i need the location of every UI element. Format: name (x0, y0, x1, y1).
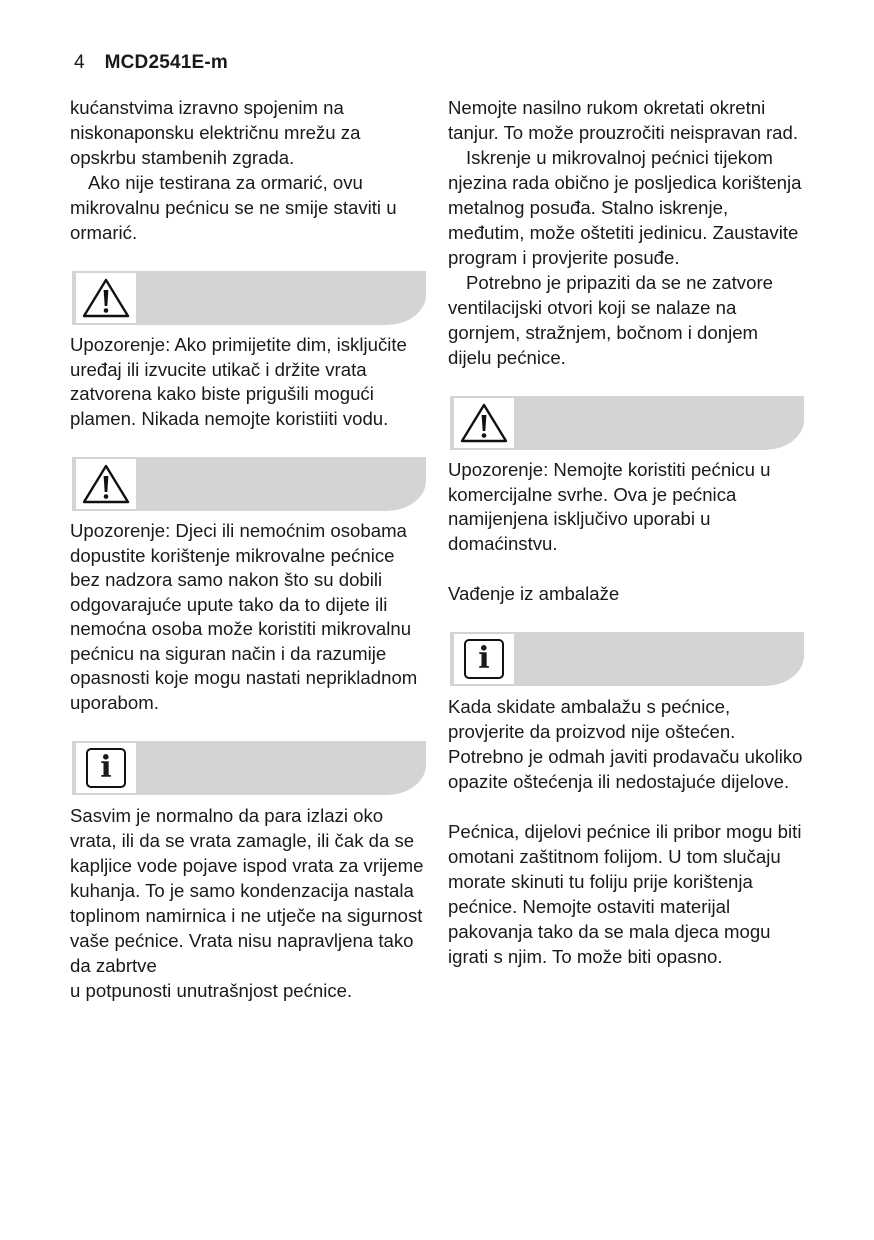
warning-icon-box (76, 459, 136, 509)
info-text: Kada skidate ambalažu s pećnice, provjerite da proizvod nije oštećen. Potrebno je odmah javiti prodavaču ukoliko opazite oštećenja ili nedostajuće dijelove. (448, 696, 803, 792)
paragraph: Nemojte nasilno rukom okretati okretni tanjur. To može prouzročiti neispravan rad. (448, 97, 799, 143)
paragraph: Pećnica, dijelovi pećnice ili pribor mogu biti omotani zaštitnom folijom. U tom slučaju morate skinuti tu foliju prije korištenja pećnice. Nemojte ostaviti materijal pakovanja tako da se mala djeca mogu igrati s njim. To može biti opasno. (448, 821, 802, 967)
warning-text: Upozorenje: Nemojte koristiti pećnicu u komercijalne svrhe. Ova je pećnica namijenjena isključivo uporabi u domaćinstvu. (448, 459, 771, 554)
page-header (74, 52, 228, 74)
left-column (70, 95, 426, 1003)
warning-banner (72, 457, 426, 511)
warning-triangle-icon (81, 463, 131, 505)
warning-text: Upozorenje: Ako primijetite dim, isključite uređaj ili izvucite utikač i držite vrata zatvorena kako biste prigušili mogući plamen. Nikada nemojte koristiiti vodu. (70, 334, 407, 429)
info-banner (450, 632, 804, 686)
warning-icon-box (76, 273, 136, 323)
warning-icon-box (454, 398, 514, 448)
warning-banner (450, 396, 804, 450)
warning-triangle-icon (81, 277, 131, 319)
info-banner (72, 741, 426, 795)
section-heading: Vađenje iz ambalaže (448, 583, 620, 604)
info-icon-box (76, 743, 136, 793)
info-icon: i (86, 748, 126, 788)
model-name: MCD2541E-m (104, 52, 229, 73)
info-icon: i (464, 639, 504, 679)
paragraph: Potrebno je pripaziti da se ne zatvore ventilacijski otvori koji se nalaze na gornjem, stražnjem, bočnom i donjem dijelu pećnice. (448, 272, 773, 368)
warning-text: Upozorenje: Djeci ili nemoćnim osobama dopustite korištenje mikrovalne pećnice bez nadzora samo nakon što su dobili odgovarajuće upute tako da to dijete ili nemoćna osoba može koristiti mikrovalnu pećnicu na siguran način i da razumije opasnosti koje mogu nastati neprikladnom uporabom. (70, 520, 418, 713)
info-text: u potpunosti unutrašnjost pećnice. (70, 980, 353, 1001)
paragraph: Ako nije testirana za ormarić, ovu mikrovalnu pećnicu se ne smije staviti u ormarić. (70, 172, 397, 243)
paragraph: kućanstvima izravno spojenim na niskonaponsku električnu mrežu za opskrbu stambenih zgrada. (70, 97, 361, 168)
warning-banner (72, 271, 426, 325)
right-column (448, 95, 804, 969)
warning-triangle-icon (459, 402, 509, 444)
paragraph: Iskrenje u mikrovalnoj pećnici tijekom njezina rada obično je posljedica korištenja metalnog posuđa. Stalno iskrenje, međutim, može oštetiti jedinicu. Zaustavite program i provjerite posuđe. (448, 147, 802, 268)
info-icon-box (454, 634, 514, 684)
page-number: 4 (74, 52, 85, 73)
info-text: Sasvim je normalno da para izlazi oko vrata, ili da se vrata zamagle, ili čak da se kapljice vode pojave ispod vrata za vrijeme kuhanja. To je samo kondenzacija nastala toplinom namirnica i ne utječe na sigurnost vaše pećnice. Vrata nisu napravljena tako da zabrtve (70, 805, 424, 976)
